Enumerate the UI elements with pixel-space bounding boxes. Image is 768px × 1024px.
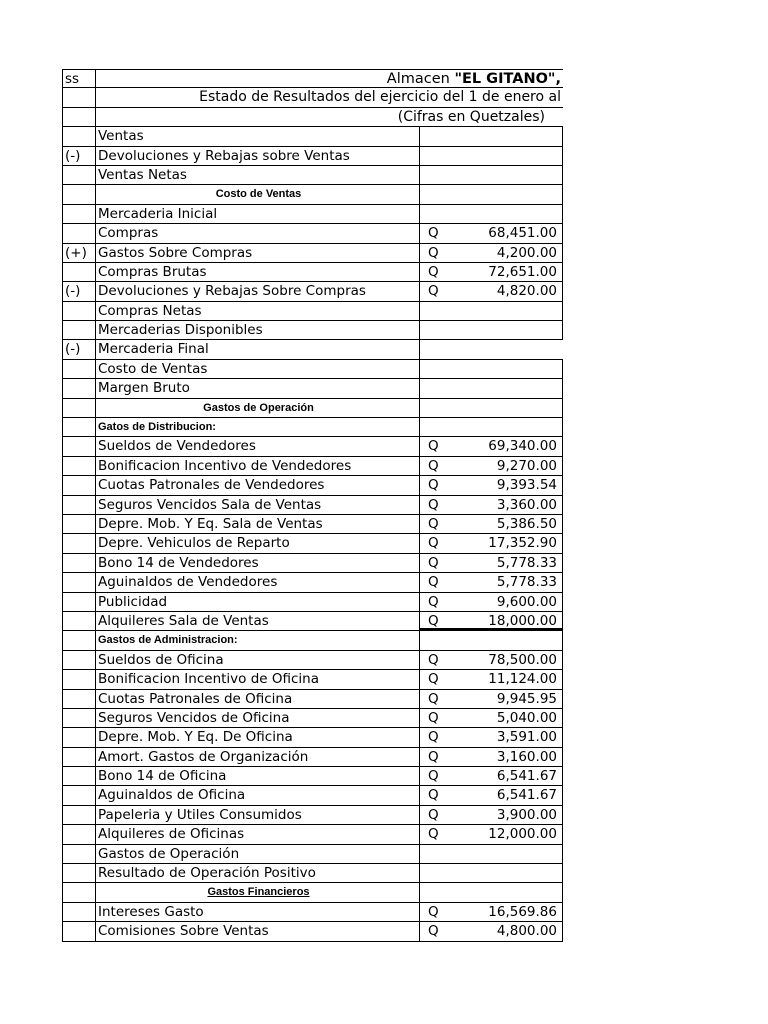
amount-cell[interactable] — [420, 205, 563, 224]
table-row — [62, 883, 563, 902]
sign-cell[interactable] — [62, 786, 96, 805]
statement-subtitle[interactable]: Estado de Resultados del ejercicio del 1 de enero al — [96, 88, 563, 107]
currency-symbol: Q — [428, 225, 439, 242]
table-row — [62, 379, 563, 398]
amount-cell[interactable] — [420, 612, 563, 631]
amount-value: 9,600.00 — [496, 593, 557, 610]
sign-cell[interactable] — [62, 670, 96, 689]
concept-cell[interactable]: Resultado de Operación Positivo — [96, 864, 420, 883]
currency-symbol: Q — [428, 729, 439, 746]
sign-cell[interactable] — [62, 166, 96, 185]
table-row — [62, 670, 563, 689]
amount-value: 4,200.00 — [496, 244, 557, 261]
table-row — [62, 205, 563, 224]
concept-cell[interactable]: Devoluciones y Rebajas Sobre Compras — [96, 282, 420, 301]
currency-symbol: Q — [428, 690, 439, 707]
currency-symbol: Q — [428, 593, 439, 610]
sign-cell[interactable] — [62, 534, 96, 553]
amount-cell[interactable] — [420, 554, 563, 573]
sign-cell[interactable] — [62, 554, 96, 573]
table-row — [62, 593, 563, 612]
concept-cell[interactable]: Comisiones Sobre Ventas — [96, 922, 420, 941]
concept-cell[interactable]: Alquileres Sala de Ventas — [96, 612, 420, 631]
header-row-title — [62, 69, 563, 88]
concept-cell[interactable]: Compras Brutas — [96, 263, 420, 282]
table-row — [62, 573, 563, 592]
sign-cell[interactable] — [62, 806, 96, 825]
amount-cell[interactable] — [420, 534, 563, 553]
concept-cell[interactable]: Gastos de Operación — [96, 399, 420, 418]
amount-value: 68,451.00 — [488, 225, 557, 242]
currency-symbol: Q — [428, 244, 439, 261]
amount-cell[interactable] — [420, 476, 563, 495]
sign-cell[interactable] — [62, 573, 96, 592]
amount-cell[interactable] — [420, 748, 563, 767]
concept-cell[interactable]: Publicidad — [96, 593, 420, 612]
sign-cell[interactable] — [62, 127, 96, 146]
amount-cell[interactable] — [420, 127, 563, 146]
amount-value: 18,000.00 — [488, 612, 557, 629]
amount-value: 3,900.00 — [496, 806, 557, 823]
amount-value: 3,591.00 — [496, 729, 557, 746]
amount-value: 78,500.00 — [488, 651, 557, 668]
concept-cell[interactable]: Gastos de Operación — [96, 845, 420, 864]
amount-cell[interactable] — [420, 728, 563, 747]
amount-cell[interactable] — [420, 379, 563, 398]
table-row — [62, 554, 563, 573]
table-row — [62, 302, 563, 321]
amount-value: 5,778.33 — [496, 554, 557, 571]
currency-symbol: Q — [428, 806, 439, 823]
table-row — [62, 786, 563, 805]
amount-cell[interactable] — [420, 166, 563, 185]
sign-cell[interactable] — [62, 321, 96, 340]
amount-cell[interactable] — [420, 922, 563, 941]
table-row — [62, 748, 563, 767]
table-row — [62, 496, 563, 515]
concept-cell[interactable]: Seguros Vencidos Sala de Ventas — [96, 496, 420, 515]
concept-cell[interactable]: Mercaderias Disponibles — [96, 321, 420, 340]
sign-cell[interactable] — [62, 883, 96, 902]
amount-cell[interactable] — [420, 399, 563, 418]
cell-empty[interactable] — [62, 108, 96, 127]
amount-value: 3,360.00 — [496, 496, 557, 513]
concept-cell[interactable]: Cuotas Patronales de Vendedores — [96, 476, 420, 495]
table-row — [62, 399, 563, 418]
income-statement-sheet — [62, 69, 563, 942]
amount-value: 16,569.86 — [488, 903, 557, 920]
sign-cell[interactable] — [62, 185, 96, 204]
table-row — [62, 864, 563, 883]
store-title-prefix: Almacen — [386, 71, 455, 87]
currency-symbol: Q — [428, 651, 439, 668]
amount-cell[interactable] — [420, 786, 563, 805]
amount-cell[interactable] — [420, 631, 563, 650]
table-row — [62, 806, 563, 825]
table-row — [62, 728, 563, 747]
concept-cell[interactable]: Aguinaldos de Vendedores — [96, 573, 420, 592]
concept-cell[interactable]: Gatos de Distribucion: — [96, 418, 420, 437]
table-row — [62, 224, 563, 243]
sign-cell[interactable] — [62, 903, 96, 922]
amount-cell[interactable] — [420, 806, 563, 825]
table-row — [62, 244, 563, 263]
amount-value: 69,340.00 — [488, 438, 557, 455]
amount-cell[interactable] — [420, 709, 563, 728]
table-row — [62, 127, 563, 146]
currency-symbol: Q — [428, 457, 439, 474]
concept-cell[interactable]: Margen Bruto — [96, 379, 420, 398]
table-row — [62, 767, 563, 786]
sign-cell[interactable] — [62, 612, 96, 631]
amount-value: 6,541.67 — [496, 768, 557, 785]
concept-cell[interactable]: Ventas Netas — [96, 166, 420, 185]
sign-cell[interactable] — [62, 399, 96, 418]
sign-cell[interactable] — [62, 709, 96, 728]
amount-cell[interactable] — [420, 147, 563, 166]
amount-cell[interactable] — [420, 767, 563, 786]
amount-cell[interactable] — [420, 593, 563, 612]
amount-value: 6,541.67 — [496, 787, 557, 804]
amount-cell[interactable] — [420, 437, 563, 456]
amount-value: 11,124.00 — [488, 671, 557, 688]
table-row — [62, 321, 563, 340]
concept-cell[interactable]: Bonificacion Incentivo de Vendedores — [96, 457, 420, 476]
amount-cell[interactable] — [420, 282, 563, 301]
table-row — [62, 437, 563, 456]
sign-cell[interactable] — [62, 651, 96, 670]
amount-cell[interactable] — [420, 263, 563, 282]
concept-cell[interactable]: Cuotas Patronales de Oficina — [96, 690, 420, 709]
sign-cell[interactable] — [62, 922, 96, 941]
sign-cell[interactable] — [62, 476, 96, 495]
amount-value: 5,778.33 — [496, 574, 557, 591]
amount-cell[interactable] — [420, 340, 563, 359]
amount-cell[interactable] — [420, 670, 563, 689]
amount-value: 5,386.50 — [496, 515, 557, 532]
sign-cell[interactable] — [62, 496, 96, 515]
concept-cell[interactable]: Gastos Sobre Compras — [96, 244, 420, 263]
currency-symbol: Q — [428, 496, 439, 513]
amount-cell[interactable] — [420, 185, 563, 204]
table-row — [62, 825, 563, 844]
concept-cell[interactable]: Costo de Ventas — [96, 360, 420, 379]
amount-value: 72,651.00 — [488, 263, 557, 280]
currency-note-text: (Cifras en Quetzales) — [397, 108, 545, 125]
sign-cell[interactable] — [62, 515, 96, 534]
table-row — [62, 709, 563, 728]
currency-symbol: Q — [428, 283, 439, 300]
table-row — [62, 922, 563, 941]
sign-cell[interactable]: (-) — [62, 340, 96, 359]
amount-cell[interactable] — [420, 903, 563, 922]
amount-cell[interactable] — [420, 690, 563, 709]
sign-cell[interactable] — [62, 825, 96, 844]
amount-cell[interactable] — [420, 845, 563, 864]
amount-cell[interactable] — [420, 224, 563, 243]
table-row — [62, 263, 563, 282]
concept-cell[interactable]: Bono 14 de Oficina — [96, 767, 420, 786]
concept-cell[interactable]: Sueldos de Vendedores — [96, 437, 420, 456]
amount-value: 5,040.00 — [496, 709, 557, 726]
currency-symbol: Q — [428, 612, 439, 629]
concept-cell[interactable]: Compras Netas — [96, 302, 420, 321]
sign-cell[interactable] — [62, 360, 96, 379]
amount-value: 4,820.00 — [496, 283, 557, 300]
amount-value: 17,352.90 — [488, 535, 557, 552]
concept-cell[interactable]: Papeleria y Utiles Consumidos — [96, 806, 420, 825]
amount-value: 9,945.95 — [496, 690, 557, 707]
table-row — [62, 282, 563, 301]
store-title-name: "EL GITANO", — [454, 71, 561, 87]
currency-symbol: Q — [428, 438, 439, 455]
table-row — [62, 845, 563, 864]
currency-symbol: Q — [428, 554, 439, 571]
sign-cell[interactable]: (-) — [62, 147, 96, 166]
amount-cell[interactable] — [420, 496, 563, 515]
currency-symbol: Q — [428, 787, 439, 804]
amount-cell[interactable] — [420, 864, 563, 883]
concept-cell[interactable]: Bono 14 de Vendedores — [96, 554, 420, 573]
sign-cell[interactable]: (-) — [62, 282, 96, 301]
sign-cell[interactable] — [62, 437, 96, 456]
currency-symbol: Q — [428, 748, 439, 765]
concept-cell[interactable]: Costo de Ventas — [96, 185, 420, 204]
sign-cell[interactable] — [62, 593, 96, 612]
amount-value: 9,393.54 — [496, 477, 557, 494]
table-row — [62, 651, 563, 670]
concept-cell[interactable]: Seguros Vencidos de Oficina — [96, 709, 420, 728]
table-row — [62, 147, 563, 166]
concept-cell[interactable]: Depre. Vehiculos de Reparto — [96, 534, 420, 553]
currency-symbol: Q — [428, 671, 439, 688]
concept-cell[interactable]: Mercaderia Inicial — [96, 205, 420, 224]
currency-symbol: Q — [428, 263, 439, 280]
table-row — [62, 903, 563, 922]
table-row — [62, 515, 563, 534]
currency-symbol: Q — [428, 477, 439, 494]
concept-cell[interactable]: Amort. Gastos de Organización — [96, 748, 420, 767]
sign-cell[interactable] — [62, 224, 96, 243]
sign-cell[interactable] — [62, 263, 96, 282]
currency-symbol: Q — [428, 923, 439, 940]
sign-cell[interactable] — [62, 845, 96, 864]
store-title[interactable] — [96, 69, 563, 88]
header-row-subtitle — [62, 88, 563, 107]
currency-symbol: Q — [428, 826, 439, 843]
sign-cell[interactable] — [62, 379, 96, 398]
concept-cell[interactable]: Alquileres de Oficinas — [96, 825, 420, 844]
sign-cell[interactable] — [62, 748, 96, 767]
amount-cell[interactable] — [420, 302, 563, 321]
currency-note[interactable] — [96, 108, 563, 127]
table-row — [62, 476, 563, 495]
concept-cell[interactable]: Sueldos de Oficina — [96, 651, 420, 670]
cell-empty[interactable] — [62, 88, 96, 107]
currency-symbol: Q — [428, 903, 439, 920]
sign-cell[interactable] — [62, 302, 96, 321]
amount-cell[interactable] — [420, 651, 563, 670]
sign-cell[interactable]: (+) — [62, 244, 96, 263]
concept-cell[interactable]: Gastos Financieros — [96, 883, 420, 902]
sign-cell[interactable] — [62, 864, 96, 883]
sign-cell[interactable] — [62, 205, 96, 224]
currency-symbol: Q — [428, 515, 439, 532]
amount-cell[interactable] — [420, 883, 563, 902]
table-row — [62, 418, 563, 437]
currency-symbol: Q — [428, 768, 439, 785]
amount-value: 4,800.00 — [496, 923, 557, 940]
sign-cell[interactable] — [62, 457, 96, 476]
concept-cell[interactable]: Depre. Mob. Y Eq. Sala de Ventas — [96, 515, 420, 534]
concept-cell[interactable]: Aguinaldos de Oficina — [96, 786, 420, 805]
amount-cell[interactable] — [420, 573, 563, 592]
table-row — [62, 340, 563, 359]
currency-symbol: Q — [428, 535, 439, 552]
amount-cell[interactable] — [420, 321, 563, 340]
amount-cell[interactable] — [420, 244, 563, 263]
concept-cell[interactable]: Compras — [96, 224, 420, 243]
cell-ss[interactable]: ss — [62, 69, 96, 88]
concept-cell[interactable]: Depre. Mob. Y Eq. De Oficina — [96, 728, 420, 747]
amount-value: 3,160.00 — [496, 748, 557, 765]
header-row-currency — [62, 108, 563, 127]
table-row — [62, 457, 563, 476]
currency-symbol: Q — [428, 709, 439, 726]
table-row — [62, 690, 563, 709]
concept-cell[interactable]: Ventas — [96, 127, 420, 146]
table-row — [62, 166, 563, 185]
table-row — [62, 360, 563, 379]
table-row — [62, 534, 563, 553]
amount-value: 9,270.00 — [496, 457, 557, 474]
table-row — [62, 631, 563, 650]
amount-cell[interactable] — [420, 825, 563, 844]
sign-cell[interactable] — [62, 418, 96, 437]
amount-cell[interactable] — [420, 457, 563, 476]
sign-cell[interactable] — [62, 767, 96, 786]
sign-cell[interactable] — [62, 631, 96, 650]
concept-cell[interactable]: Bonificacion Incentivo de Oficina — [96, 670, 420, 689]
concept-cell[interactable]: Gastos de Administracion: — [96, 631, 420, 650]
amount-cell[interactable] — [420, 360, 563, 379]
table-row — [62, 185, 563, 204]
concept-cell[interactable]: Devoluciones y Rebajas sobre Ventas — [96, 147, 420, 166]
amount-cell[interactable] — [420, 418, 563, 437]
concept-cell[interactable]: Mercaderia Final — [96, 340, 420, 359]
statement-rows — [62, 127, 563, 941]
concept-cell[interactable]: Intereses Gasto — [96, 903, 420, 922]
amount-cell[interactable] — [420, 515, 563, 534]
sign-cell[interactable] — [62, 728, 96, 747]
amount-value: 12,000.00 — [488, 826, 557, 843]
table-row — [62, 612, 563, 631]
sign-cell[interactable] — [62, 690, 96, 709]
currency-symbol: Q — [428, 574, 439, 591]
